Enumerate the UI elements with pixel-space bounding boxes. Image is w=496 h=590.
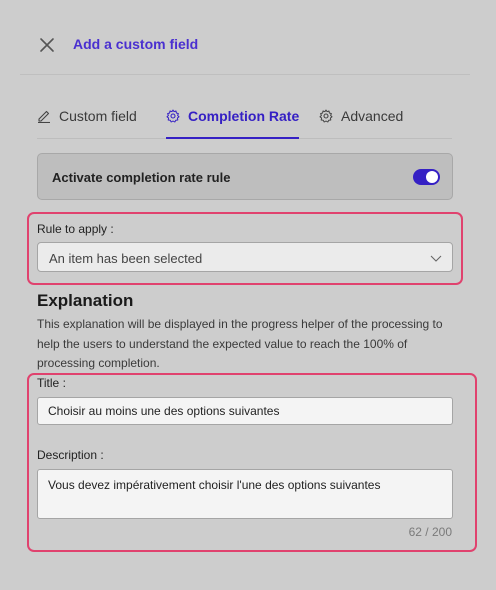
- tab-custom-field[interactable]: [37, 108, 137, 139]
- description-textarea[interactable]: [37, 469, 453, 519]
- tab-advanced[interactable]: [319, 108, 403, 139]
- toggle-knob: [426, 171, 438, 183]
- character-counter: 62 / 200: [408, 525, 452, 539]
- pencil-icon: [37, 109, 51, 123]
- tab-label: Completion Rate: [188, 108, 300, 124]
- tab-label: Advanced: [341, 108, 404, 124]
- gear-icon: [166, 109, 180, 123]
- activate-rule-label: Activate completion rate rule: [52, 170, 231, 185]
- tab-bar: [37, 100, 452, 139]
- activate-rule-panel: [37, 153, 453, 200]
- chevron-down-icon: [430, 252, 442, 264]
- tab-completion-rate[interactable]: [166, 108, 299, 139]
- title-label: Title :: [37, 376, 66, 390]
- gear-icon: [319, 109, 333, 123]
- explanation-heading: Explanation: [37, 291, 134, 310]
- rule-select-value: An item has been selected: [49, 251, 203, 266]
- close-icon[interactable]: [38, 36, 56, 54]
- explanation-text: This explanation will be displayed in the progress helper of the processing to help the users to understand the expected value to reach the 100% of processing completion.: [37, 317, 443, 370]
- rule-label: Rule to apply :: [37, 222, 114, 236]
- dialog-title: Add a custom field: [73, 36, 199, 52]
- dialog-header: [20, 0, 470, 75]
- description-label: Description :: [37, 448, 104, 462]
- tab-label: Custom field: [59, 108, 137, 124]
- title-input[interactable]: [37, 397, 453, 425]
- activate-rule-toggle[interactable]: [413, 169, 440, 185]
- rule-select[interactable]: [37, 242, 453, 272]
